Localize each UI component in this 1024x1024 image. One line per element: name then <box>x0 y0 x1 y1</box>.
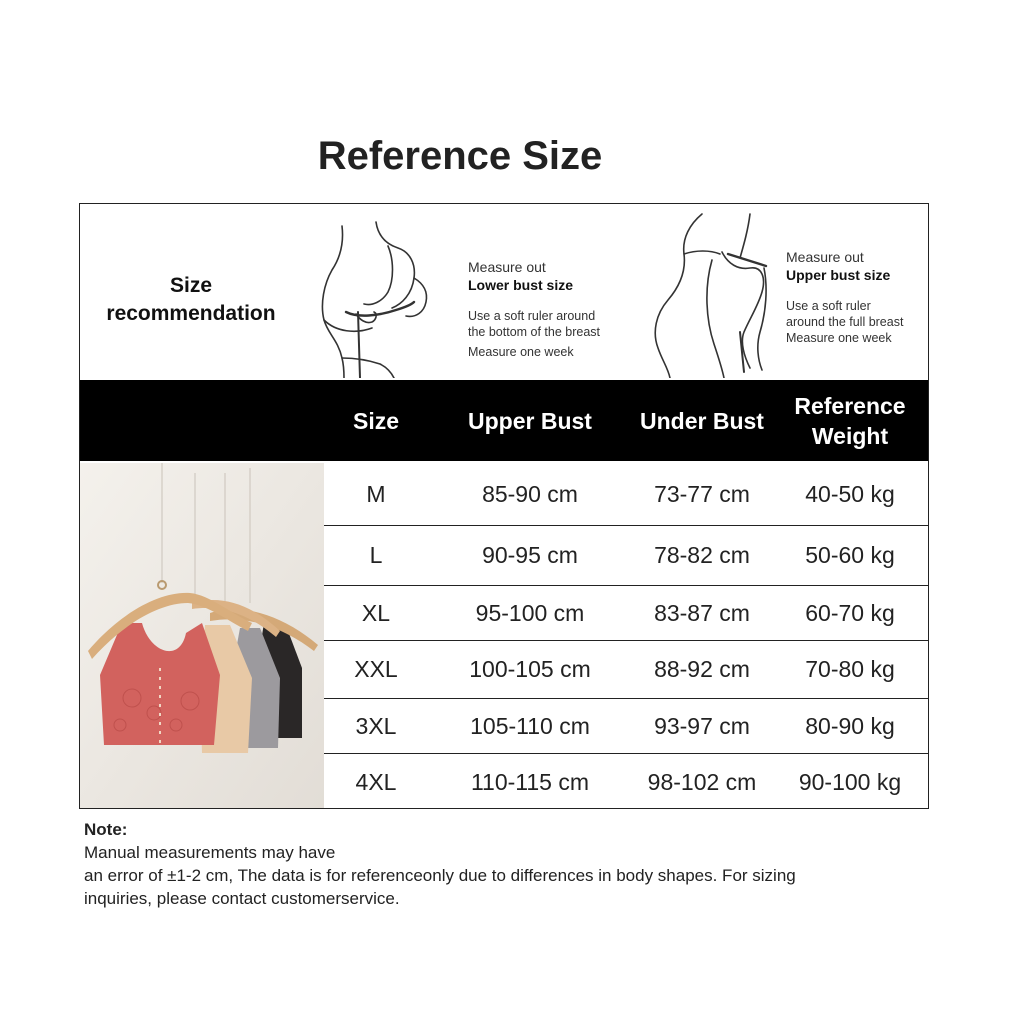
size-recommendation-label <box>80 272 302 328</box>
note-line1: Manual measurements may have <box>84 843 336 862</box>
upper-bust-illustration <box>640 208 785 378</box>
cell-size: 3XL <box>355 712 397 739</box>
note-line2: an error of ±1-2 cm, The data is for referenceonly due to differences in body shapes. For sizing <box>84 866 796 885</box>
cell-weight: 90-100 kg <box>798 768 902 795</box>
lower-bust-illustration <box>302 208 442 378</box>
header-reference-weight <box>772 380 928 461</box>
header-weight-line1: Reference <box>794 392 906 419</box>
cell-weight: 40-50 kg <box>805 480 895 507</box>
note-line3: inquiries, please contact customerservice. <box>84 889 400 908</box>
size-chart <box>79 203 929 809</box>
cell-size: L <box>369 542 383 568</box>
table-row <box>324 586 929 641</box>
cell-under-bust: 93-97 cm <box>654 712 750 739</box>
cell-under-bust: 88-92 cm <box>654 656 750 682</box>
table-row <box>324 754 929 809</box>
product-photo <box>80 463 324 809</box>
cell-size: 4XL <box>355 768 397 795</box>
table-header <box>80 380 928 461</box>
header-upper-bust: Upper Bust <box>468 407 592 434</box>
cell-weight: 50-60 kg <box>805 542 895 568</box>
cell-upper-bust: 85-90 cm <box>482 480 578 507</box>
cell-upper-bust: 95-100 cm <box>475 599 585 626</box>
size-recommendation-label-line2: recommendation <box>106 302 276 325</box>
table-row <box>324 699 929 754</box>
upper-bust-instructions <box>786 248 903 346</box>
lower-bust-line3: Use a soft ruler around <box>468 309 596 323</box>
cell-upper-bust: 90-95 cm <box>482 542 578 568</box>
upper-bust-line2: Upper bust size <box>786 267 891 283</box>
lower-bust-line1: Measure out <box>468 259 546 275</box>
lower-bust-line4: the bottom of the breast <box>468 325 601 339</box>
note-section <box>84 818 934 910</box>
lower-bust-instructions <box>468 258 600 360</box>
cell-size: XXL <box>354 656 398 682</box>
table-row <box>324 641 929 699</box>
upper-bust-line3: Use a soft ruler <box>786 299 871 313</box>
cell-weight: 60-70 kg <box>805 599 895 626</box>
upper-bust-line5: Measure one week <box>786 331 892 345</box>
cell-under-bust: 73-77 cm <box>654 480 750 507</box>
lower-bust-line5: Measure one week <box>468 345 574 359</box>
note-title: Note: <box>84 820 128 839</box>
page-title: Reference Size <box>317 134 603 178</box>
cell-upper-bust: 105-110 cm <box>470 712 590 739</box>
header-size: Size <box>352 407 400 434</box>
cell-upper-bust: 110-115 cm <box>470 768 590 795</box>
cell-under-bust: 98-102 cm <box>647 768 757 795</box>
upper-bust-line1: Measure out <box>786 249 864 265</box>
upper-bust-line4: around the full breast <box>786 315 904 329</box>
cell-under-bust: 78-82 cm <box>654 542 750 568</box>
cell-size: M <box>366 480 386 507</box>
cell-size: XL <box>361 599 391 626</box>
cell-weight: 80-90 kg <box>805 712 895 739</box>
cell-weight: 70-80 kg <box>805 656 895 682</box>
cell-upper-bust: 100-105 cm <box>469 656 591 682</box>
header-under-bust: Under Bust <box>640 407 764 434</box>
lower-bust-line2: Lower bust size <box>468 277 574 293</box>
cell-under-bust: 83-87 cm <box>654 599 750 626</box>
table-row <box>324 463 929 526</box>
size-recommendation-section <box>80 204 928 380</box>
size-recommendation-label-line1: Size <box>169 274 213 297</box>
table-row <box>324 526 929 586</box>
header-weight-line2: Weight <box>811 422 889 449</box>
